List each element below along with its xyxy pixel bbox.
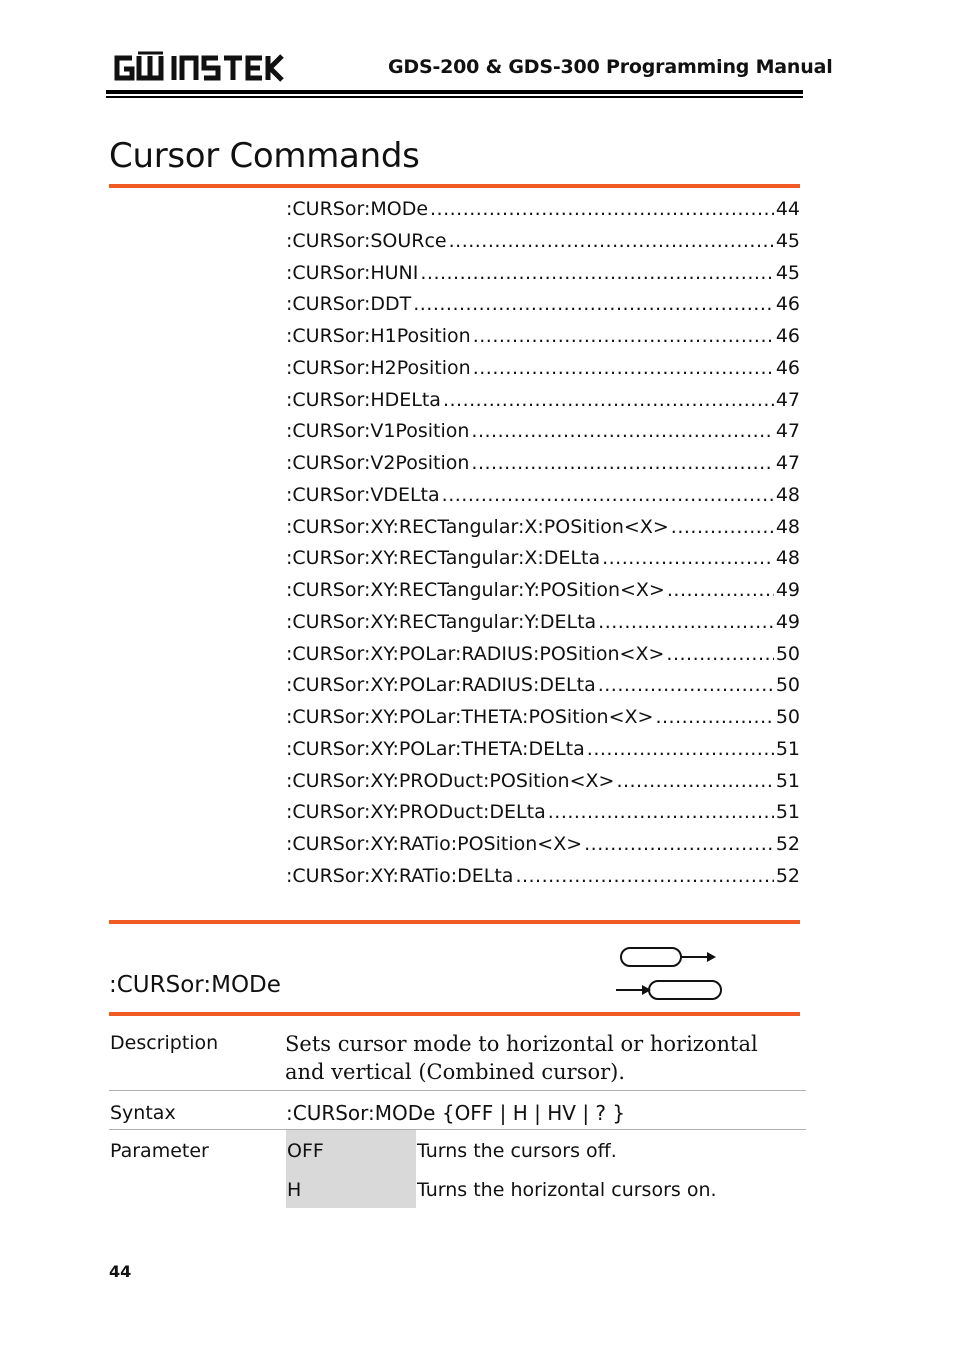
toc-entry-label: :CURSor:XY:RECTangular:Y:POSition<X> [286, 579, 665, 601]
toc-entry[interactable] [286, 293, 800, 325]
toc-entry-label: :CURSor:XY:POLar:RADIUS:POSition<X> [286, 642, 665, 665]
toc-entry-page: 50 [775, 706, 800, 728]
toc-entry-page: 51 [775, 737, 800, 760]
page-number: 44 [109, 1262, 132, 1281]
toc-leader-dots [616, 770, 773, 792]
toc-leader-dots [666, 643, 773, 665]
section-rule-bottom [109, 920, 800, 924]
toc-entry-label: :CURSor:V2Position [286, 452, 470, 474]
toc-entry-label: :CURSor:XY:RECTangular:Y:DELta [286, 610, 597, 633]
toc-entry[interactable] [286, 738, 800, 770]
toc-leader-dots [587, 738, 774, 760]
description-text: Sets cursor mode to horizontal or horizontal and vertical (Combined cursor). [285, 1032, 758, 1084]
toc-leader-dots [413, 293, 774, 315]
header-rule-thick [106, 90, 803, 94]
toc-leader-dots [655, 706, 773, 728]
toc-entry[interactable] [286, 484, 800, 516]
toc-entry[interactable] [286, 547, 800, 579]
toc-entry-page: 52 [775, 833, 800, 855]
toc-leader-dots [449, 230, 774, 252]
toc-entry-label: :CURSor:XY:RATio:DELta [286, 864, 514, 887]
toc-entry[interactable] [286, 325, 800, 357]
toc-entry-label: :CURSor:XY:RECTangular:X:POSition<X> [286, 515, 669, 538]
toc-entry-page: 45 [775, 229, 800, 252]
manual-title: GDS-200 & GDS-300 Programming Manual [388, 56, 833, 78]
syntax-text: :CURSor:MODe {OFF | H | HV | ? } [286, 1101, 626, 1125]
toc-entry-label: :CURSor:H2Position [286, 356, 471, 379]
toc-entry-page: 48 [775, 483, 800, 506]
toc-entry[interactable] [286, 611, 800, 643]
toc-entry-label: :CURSor:H1Position [286, 325, 471, 347]
toc-entry[interactable] [286, 865, 800, 897]
toc-leader-dots [515, 865, 773, 887]
toc-entry-page: 48 [775, 547, 800, 570]
toc-entry-page: 46 [775, 325, 800, 347]
toc-entry[interactable] [286, 706, 800, 738]
toc-entry-label: :CURSor:HUNI [286, 261, 419, 284]
toc-entry-label: :CURSor:SOURce [286, 229, 447, 252]
toc-entry-page: 46 [775, 356, 800, 379]
toc-leader-dots [443, 389, 774, 411]
toc-entry[interactable] [286, 643, 800, 675]
toc-leader-dots [584, 833, 774, 855]
toc-entry[interactable] [286, 262, 800, 294]
gw-instek-logo [112, 50, 284, 86]
toc-entry-label: :CURSor:XY:RECTangular:X:DELta [286, 547, 601, 570]
toc-entry[interactable] [286, 770, 800, 802]
toc-entry[interactable] [286, 420, 800, 452]
toc-leader-dots [420, 262, 773, 284]
toc-entry-page: 48 [775, 515, 800, 538]
toc-entry-page: 50 [775, 642, 800, 665]
toc-leader-dots [471, 420, 773, 442]
toc-leader-dots [667, 579, 774, 601]
toc-entry-page: 49 [775, 610, 800, 633]
toc-entry[interactable] [286, 357, 800, 389]
parameter-name: H [287, 1179, 302, 1201]
toc-entry-label: :CURSor:XY:PRODuct:POSition<X> [286, 769, 615, 792]
toc-entry-label: :CURSor:XY:POLar:THETA:DELta [286, 737, 585, 760]
toc-entry[interactable] [286, 452, 800, 484]
command-rule [109, 1012, 800, 1016]
toc-leader-dots [473, 325, 774, 347]
toc-entry[interactable] [286, 230, 800, 262]
divider [109, 1090, 806, 1091]
toc-entry-page: 46 [775, 293, 800, 316]
toc-entry-page: 49 [775, 579, 800, 601]
toc-leader-dots [548, 801, 774, 823]
toc-entry[interactable] [286, 833, 800, 865]
toc-entry-label: :CURSor:MODe [286, 198, 429, 220]
section-rule-top [109, 184, 800, 188]
toc-list [286, 198, 800, 897]
toc-entry-label: :CURSor:XY:PRODuct:DELta [286, 801, 546, 824]
toc-leader-dots [598, 674, 774, 696]
toc-leader-dots [671, 516, 774, 538]
section-title: Cursor Commands [109, 136, 420, 176]
toc-entry[interactable] [286, 389, 800, 421]
toc-leader-dots [442, 484, 774, 506]
toc-entry[interactable] [286, 516, 800, 548]
toc-entry-page: 45 [775, 261, 800, 284]
toc-entry-page: 47 [775, 452, 800, 474]
toc-entry-label: :CURSor:XY:POLar:THETA:POSition<X> [286, 706, 654, 728]
toc-entry-page: 51 [775, 801, 800, 824]
toc-entry[interactable] [286, 674, 800, 706]
toc-entry-label: :CURSor:HDELta [286, 388, 441, 411]
toc-entry-label: :CURSor:XY:POLar:RADIUS:DELta [286, 674, 596, 697]
set-query-icon [614, 944, 724, 1002]
toc-entry-page: 52 [775, 864, 800, 887]
toc-entry-label: :CURSor:V1Position [286, 420, 470, 443]
toc-leader-dots [602, 547, 774, 569]
syntax-label: Syntax [110, 1102, 176, 1124]
parameter-description: Turns the cursors off. [417, 1140, 617, 1162]
toc-entry[interactable] [286, 801, 800, 833]
toc-entry-page: 44 [775, 198, 800, 220]
command-title: :CURSor:MODe [109, 972, 281, 998]
description-label: Description [110, 1032, 219, 1054]
toc-leader-dots [473, 357, 774, 379]
toc-entry[interactable] [286, 579, 800, 611]
toc-entry[interactable] [286, 198, 800, 230]
toc-entry-page: 50 [775, 674, 800, 697]
divider [109, 1129, 806, 1130]
toc-leader-dots [430, 198, 774, 220]
toc-entry-page: 47 [775, 388, 800, 411]
header-rule-thin [106, 96, 803, 98]
parameter-name: OFF [287, 1140, 324, 1162]
toc-leader-dots [598, 611, 774, 633]
toc-entry-page: 47 [775, 420, 800, 443]
parameter-description: Turns the horizontal cursors on. [417, 1179, 717, 1201]
toc-entry-page: 51 [775, 769, 800, 792]
toc-entry-label: :CURSor:XY:RATio:POSition<X> [286, 833, 583, 855]
parameter-label: Parameter [110, 1140, 209, 1162]
toc-leader-dots [471, 452, 773, 474]
toc-entry-label: :CURSor:DDT [286, 293, 412, 316]
toc-entry-label: :CURSor:VDELta [286, 483, 440, 506]
